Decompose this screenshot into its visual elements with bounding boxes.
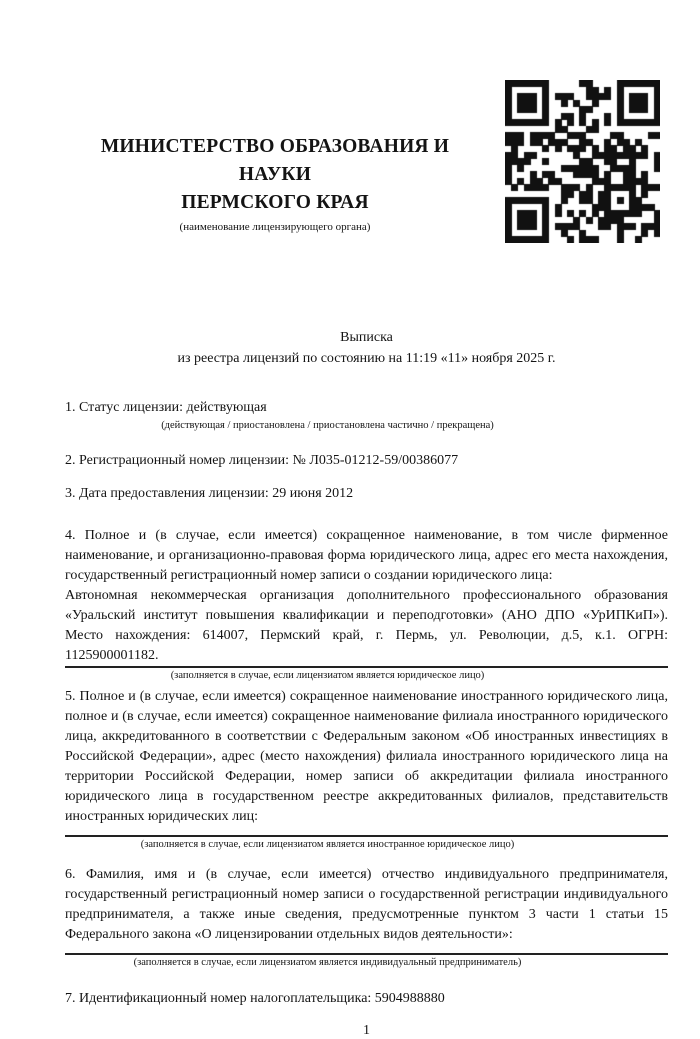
document-title-line1: Выписка xyxy=(340,330,393,345)
empty-fill-space xyxy=(65,945,668,953)
item-3-license-date xyxy=(65,484,668,504)
item-4-legal-entity xyxy=(65,526,668,684)
item-5-foreign-entity xyxy=(65,687,668,853)
legal-entity-value: Автономная некоммерческая организация дополнительного профессионального образования «Уральский институт повышения квалификации и переподготовки» (АНО ДПО «УрИПКиП»). Место нахождения: 614007, Пермский край, г. Пермь, ул. Революции, д.5, к.1. ОГРН: 1125900001182. xyxy=(65,588,668,663)
foreign-entity-caption: (заполняется в случае, если лицензиатом является иностранное юридическое лицо) xyxy=(140,839,515,850)
foreign-entity-question: 5. Полное и (в случае, если имеется) сокращенное наименование иностранного юридического лица, полное и (в случае, если имеется) сокращенное наименование филиала иностранного юридического лица, аккредитованного в соответствии с Федеральным законом «Об иностранных инвестициях в Российской Федерации», адрес (место нахождения) филиала иностранного юридического лица на территории Российской Федерации, номер записи об аккредитации филиала иностранного юридического лица в государственном реестре аккредитованных филиалов, представительств иностранных юридических лиц: xyxy=(65,689,668,824)
ministry-header xyxy=(65,0,485,235)
registration-number-text: 2. Регистрационный номер лицензии: № Л035-01212-59/00386077 xyxy=(65,453,459,468)
item-2-registration-number xyxy=(65,451,668,471)
document-title-line2: из реестра лицензий по состоянию на 11:19 «11» ноября 2025 г. xyxy=(177,351,556,366)
license-status-text: 1. Статус лицензии: действующая xyxy=(65,400,267,415)
item-1-license-status xyxy=(65,398,668,434)
item-7-taxpayer-number xyxy=(65,989,668,1009)
entrepreneur-question: 6. Фамилия, имя и (в случае, если имеется) отчество индивидуального предпринимателя, государственный регистрационный номер записи о государственной регистрации индивидуального предпринимателя, а также иные сведения, предусмотренные пунктом 3 части 1 статьи 15 Федерального закона «О лицензировании отдельных видов деятельности»: xyxy=(65,867,668,942)
empty-fill-space xyxy=(65,827,668,835)
item-6-individual-entrepreneur xyxy=(65,865,668,971)
qr-code-icon xyxy=(505,80,660,243)
license-date-text: 3. Дата предоставления лицензии: 29 июня 2012 xyxy=(65,486,354,501)
legal-entity-caption: (заполняется в случае, если лицензиатом является юридическое лицо) xyxy=(170,670,485,681)
ministry-name-line1: МИНИСТЕРСТВО ОБРАЗОВАНИЯ И НАУКИ xyxy=(100,136,450,185)
license-status-caption: (действующая / приостановлена / приостановлена частично / прекращена) xyxy=(161,420,494,431)
taxpayer-number-text: 7. Идентификационный номер налогоплательщика: 5904988880 xyxy=(65,991,445,1006)
document-title xyxy=(65,327,668,369)
legal-entity-question: 4. Полное и (в случае, если имеется) сокращенное наименование, в том числе фирменное наименование, и организационно-правовая форма юридического лица, адрес его места нахождения, государственный регистрационный номер записи о создании юридического лица: xyxy=(65,528,668,583)
page-number: 1 xyxy=(363,1023,370,1038)
ministry-name-line2: ПЕРМСКОГО КРАЯ xyxy=(181,192,369,213)
licensing-authority-caption: (наименование лицензирующего органа) xyxy=(179,221,371,233)
entrepreneur-caption: (заполняется в случае, если лицензиатом является индивидуальный предприниматель) xyxy=(133,957,522,968)
